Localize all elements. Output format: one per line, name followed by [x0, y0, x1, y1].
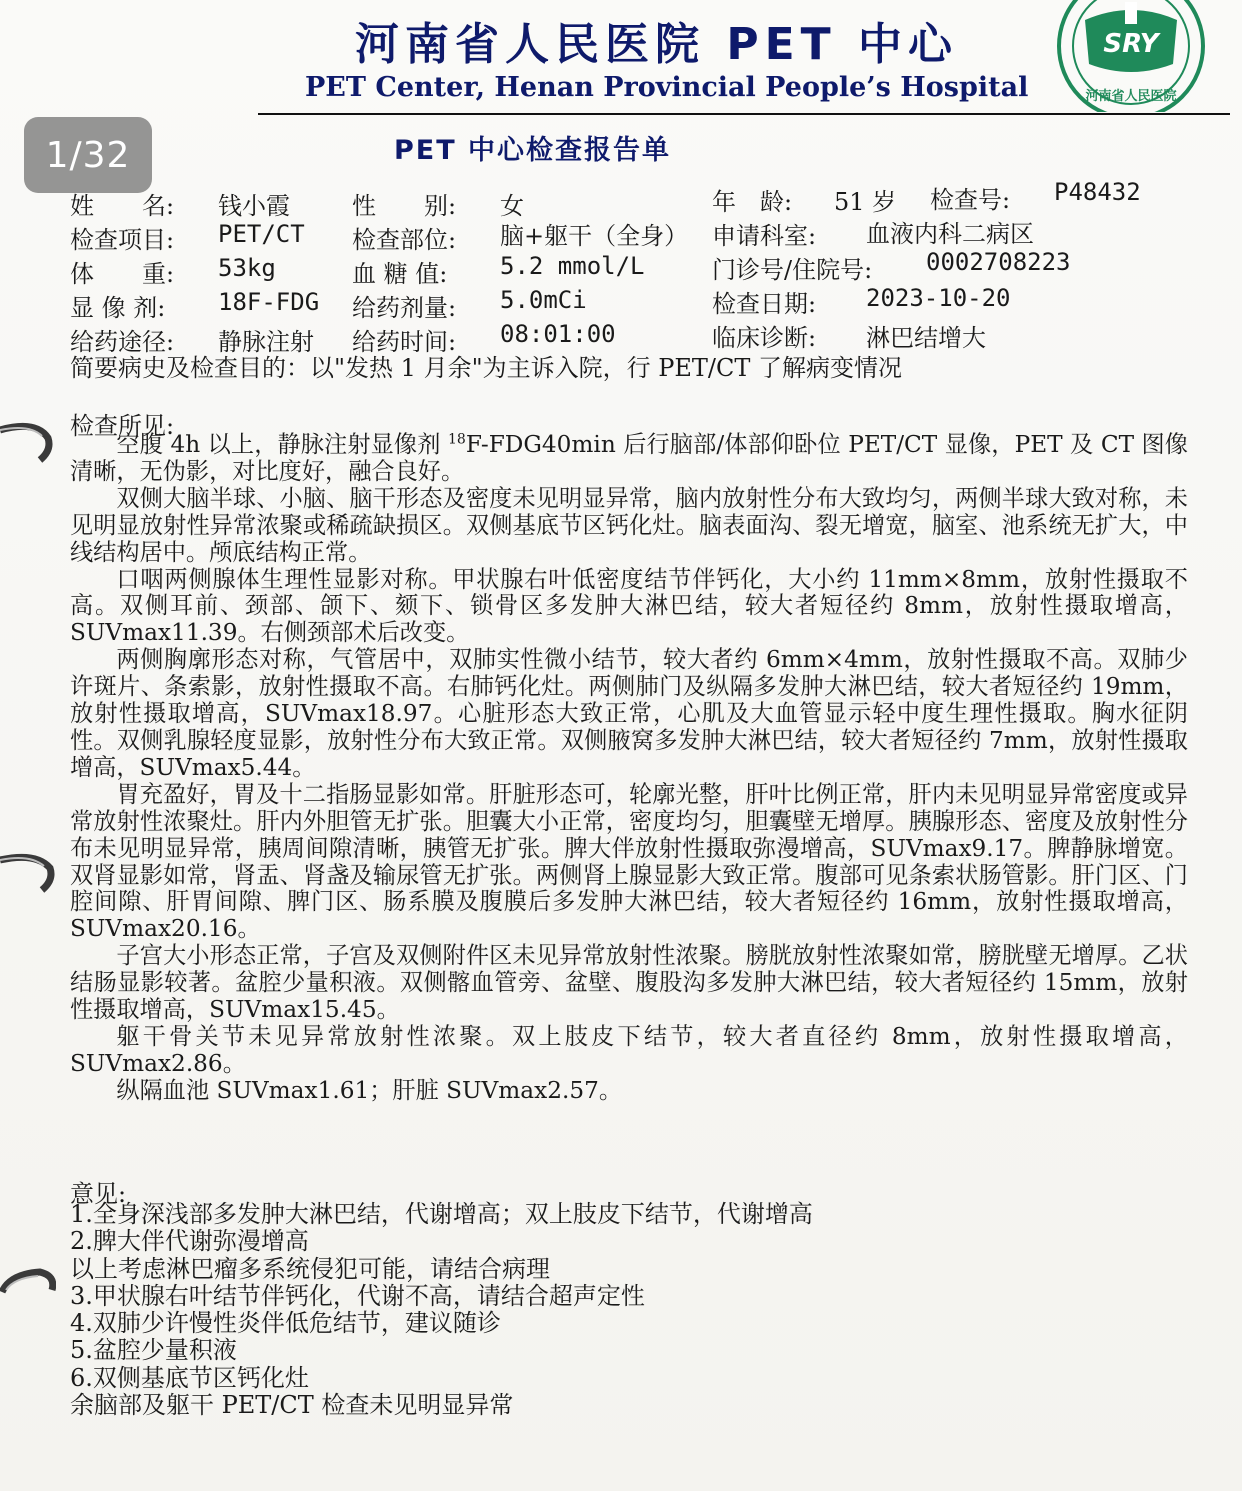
hospital-title-en: PET Center, Henan Provincial People’s Hospital: [305, 72, 1029, 103]
opinion-item: 2.脾大伴代谢弥漫增高: [70, 1227, 309, 1256]
outpatient-value: 0002708223: [926, 248, 1071, 276]
name-value: 钱小霞: [218, 192, 290, 220]
sex-label: 性 别:: [352, 192, 457, 220]
route-label: 给药途径:: [70, 328, 175, 356]
findings-paragraph: 口咽两侧腺体生理性显影对称。甲状腺右叶低密度结节伴钙化，大小约 11mm×8mm，放射性摄取不高。双侧耳前、颈部、颌下、颏下、锁骨区多发肿大淋巴结，较大者短径约 8mm，放射性摄取增高，SUVmax11.39。右侧颈部术后改变。: [70, 565, 1188, 647]
weight-label: 体 重:: [70, 260, 175, 288]
age-label: 年 龄:: [712, 188, 793, 216]
dept-label: 申请科室:: [712, 222, 817, 250]
binder-ring-icon: [0, 1268, 56, 1320]
findings-paragraph: 两侧胸廓形态对称，气管居中，双肺实性微小结节，较大者约 6mm×4mm，放射性摄取不高。双肺少许斑片、条索影，放射性摄取不高。右肺钙化灶。两侧肺门及纵隔多发肿大淋巴结，较大者短径约 19mm，放射性摄取增高，SUVmax18.97。心脏形态大致正常，心肌及大血管显示轻中度生理性摄取。胸水征阴性。双侧乳腺轻度显影，放射性分布大致正常。双侧腋窝多发肿大淋巴结，较大者短径约 7mm，放射性摄取增高，SUVmax5.44。: [70, 646, 1188, 781]
findings-body: [70, 432, 1188, 1105]
part-label: 检查部位:: [352, 226, 457, 254]
findings-paragraph: 躯干骨关节未见异常放射性浓聚。双上肢皮下结节，较大者直径约 8mm，放射性摄取增高，SUVmax2.86。: [70, 1022, 1188, 1077]
exam-no-value: P48432: [1054, 178, 1141, 206]
opinion-item: 3.甲状腺右叶结节伴钙化，代谢不高，请结合超声定性: [70, 1281, 645, 1310]
item-label: 检查项目:: [70, 226, 175, 254]
logo-arc-text: 河南省人民医院: [1085, 89, 1177, 104]
weight-value: 53kg: [218, 254, 276, 282]
dose-value: 5.0mCi: [500, 286, 587, 314]
part-value: 脑+躯干（全身）: [500, 222, 689, 250]
agent-label: 显 像 剂:: [70, 294, 166, 322]
hospital-logo: [1055, 0, 1207, 112]
route-value: 静脉注射: [218, 328, 314, 356]
binder-ring-icon: [0, 850, 56, 902]
opinion-list: [70, 1201, 970, 1419]
hospital-title-cn: 河南省人民医院 PET 中心: [355, 19, 958, 70]
isotope-superscript: 18: [448, 431, 466, 448]
opinion-item: 6.双侧基底节区钙化灶: [70, 1363, 309, 1392]
opinion-heading: 意见:: [70, 1180, 127, 1208]
agent-value: 18F-FDG: [218, 288, 320, 316]
opinion-item: 以上考虑淋巴瘤多系统侵犯可能，请结合病理: [70, 1254, 550, 1283]
logo-text: SRY: [1103, 29, 1159, 59]
findings-paragraph: 空腹 4h 以上，静脉注射显像剂 $^{18}$F-FDG40min 后行脑部/体部仰卧位 PET/CT 显像，PET 及 CT 图像清晰，无伪影，对比度好，融合良好。: [70, 431, 1188, 485]
exam-no-label: 检查号:: [930, 186, 1011, 214]
brief-history: 简要病史及检查目的：以"发热 1 月余"为主诉入院，行 PET/CT 了解病变情况: [70, 354, 902, 382]
page-counter-badge: 1/32: [24, 117, 152, 193]
item-value: PET/CT: [218, 220, 305, 248]
opinion-item: 4.双肺少许慢性炎伴低危结节，建议随诊: [70, 1309, 501, 1338]
glucose-label: 血 糖 值:: [352, 260, 448, 288]
header-divider: [258, 113, 1230, 115]
glucose-value: 5.2 mmol/L: [500, 252, 645, 280]
findings-heading: 检查所见:: [70, 412, 175, 440]
age-value: 51 岁: [834, 188, 897, 216]
opinion-item: 1.全身深浅部多发肿大淋巴结，代谢增高；双上肢皮下结节，代谢增高: [70, 1200, 813, 1228]
findings-paragraph: 胃充盈好，胃及十二指肠显影如常。肝脏形态可，轮廓光整，肝叶比例正常，肝内未见明显异常密度或异常放射性浓聚灶。肝内外胆管无扩张。胆囊大小正常，密度均匀，胆囊壁无增厚。胰腺形态、密度及放射性分布未见明显异常，胰周间隙清晰，胰管无扩张。脾大伴放射性摄取弥漫增高，SUVmax9.17。脾静脉增宽。双肾显影如常，肾盂、肾盏及输尿管无扩张。两侧肾上腺显影大致正常。腹部可见条索状肠管影。肝门区、门腔间隙、肝胃间隙、脾门区、肠系膜及腹膜后多发肿大淋巴结，较大者短径约 16mm，放射性摄取增高，SUVmax20.16。: [70, 780, 1188, 943]
findings-paragraph: 纵隔血池 SUVmax1.61；肝脏 SUVmax2.57。: [116, 1076, 623, 1104]
report-title: PET 中心检查报告单: [394, 135, 672, 166]
sex-value: 女: [500, 192, 524, 220]
findings-paragraph: 子宫大小形态正常，子宫及双侧附件区未见异常放射性浓聚。膀胱放射性浓聚如常，膀胱壁无增厚。乙状结肠显影较著。盆腔少量积液。双侧髂血管旁、盆壁、腹股沟多发肿大淋巴结，较大者短径约 15mm，放射性摄取增高，SUVmax15.45。: [70, 942, 1188, 1024]
name-label: 姓 名:: [70, 192, 175, 220]
time-value: 08:01:00: [500, 320, 616, 348]
date-value: 2023-10-20: [866, 284, 1011, 312]
opinion-item: 5.盆腔少量积液: [70, 1336, 237, 1365]
time-label: 给药时间:: [352, 328, 457, 356]
outpatient-label: 门诊号/住院号:: [712, 256, 873, 284]
date-label: 检查日期:: [712, 290, 817, 318]
opinion-item: 余脑部及躯干 PET/CT 检查未见明显异常: [70, 1391, 514, 1420]
findings-paragraph: 双侧大脑半球、小脑、脑干形态及密度未见明显异常，脑内放射性分布大致均匀，两侧半球大致对称，未见明显放射性异常浓聚或稀疏缺损区。双侧基底节区钙化灶。脑表面沟、裂无增宽，脑室、池系统无扩大，中线结构居中。颅底结构正常。: [70, 484, 1188, 566]
dept-value: 血液内科二病区: [866, 220, 1034, 248]
dose-label: 给药剂量:: [352, 294, 457, 322]
diagnosis-value: 淋巴结增大: [866, 324, 986, 352]
binder-ring-icon: [0, 416, 56, 468]
diagnosis-label: 临床诊断:: [712, 324, 817, 352]
